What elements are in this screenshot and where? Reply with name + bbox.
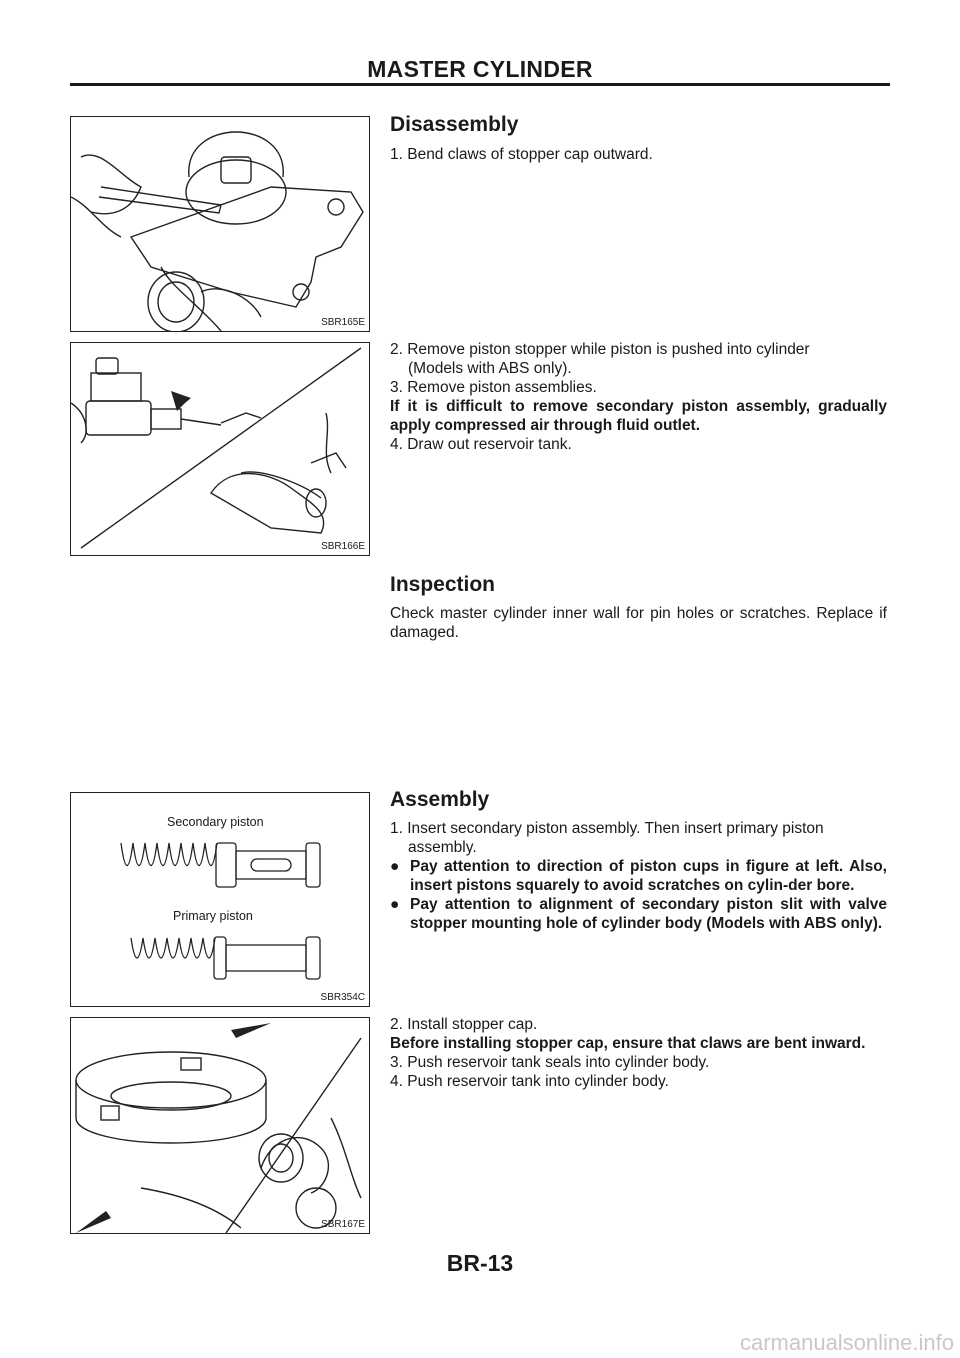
figure-code: SBR166E: [321, 541, 365, 552]
assembly-bullet-1: [390, 857, 887, 895]
figure-pistons: [70, 792, 370, 1007]
step-3: 3. Remove piston assemblies.: [390, 379, 597, 396]
disassembly-heading: Disassembly: [390, 113, 519, 136]
stopper-cap-illustration: [71, 117, 369, 331]
disassembly-note: If it is difficult to remove secondary piston assembly, gradually apply compressed air through fluid outlet.: [390, 398, 887, 434]
secondary-piston-label: Secondary piston: [167, 815, 264, 829]
assembly-step-1-cont: assembly.: [408, 839, 477, 856]
figure-code: SBR167E: [321, 1219, 365, 1230]
assembly-bullet-2: [390, 895, 887, 933]
disassembly-step-1: [390, 145, 887, 164]
inspection-body: [390, 604, 887, 642]
inspection-text: Check master cylinder inner wall for pin holes or scratches. Replace if damaged.: [390, 605, 887, 641]
step-2-cont: (Models with ABS only).: [408, 360, 572, 377]
figure-code: SBR354C: [320, 992, 365, 1003]
figure-piston-removal: [70, 342, 370, 556]
figure-stopper-install: [70, 1017, 370, 1234]
bullet-text: Pay attention to direction of piston cups in figure at left. Also, insert pistons squarely to avoid scratches on cylin-der bore.: [410, 858, 887, 894]
figure-code: SBR165E: [321, 317, 365, 328]
step-text: 1. Bend claws of stopper cap outward.: [390, 146, 653, 163]
step-2: 2. Remove piston stopper while piston is pushed into cylinder: [390, 341, 810, 358]
bullet-icon: ●: [390, 896, 400, 913]
assembly-heading: Assembly: [390, 788, 490, 811]
header-rule: [70, 83, 890, 86]
primary-piston-label: Primary piston: [173, 909, 253, 923]
assembly-note: Before installing stopper cap, ensure that claws are bent inward.: [390, 1035, 866, 1052]
page-number: BR-13: [446, 1250, 514, 1276]
figure-stopper-cap: [70, 116, 370, 332]
assembly-step-4: 4. Push reservoir tank into cylinder body.: [390, 1073, 669, 1090]
page-header: MASTER CYLINDER: [367, 56, 593, 82]
bullet-icon: ●: [390, 858, 400, 875]
inspection-heading: Inspection: [390, 573, 496, 596]
step-4: 4. Draw out reservoir tank.: [390, 436, 572, 453]
assembly-steps-a: [390, 819, 887, 933]
assembly-step-2: 2. Install stopper cap.: [390, 1016, 538, 1033]
assembly-steps-b: [390, 1015, 887, 1091]
assembly-step-1: 1. Insert secondary piston assembly. Then insert primary piston: [390, 820, 824, 837]
disassembly-steps: [390, 340, 887, 454]
piston-removal-illustration: [71, 343, 369, 555]
stopper-install-illustration: [71, 1018, 369, 1233]
pistons-illustration: [71, 793, 369, 1006]
watermark: carmanualsonline.info: [739, 1330, 954, 1355]
assembly-step-3: 3. Push reservoir tank seals into cylinder body.: [390, 1054, 710, 1071]
bullet-text: Pay attention to alignment of secondary piston slit with valve stopper mounting hole of cylinder body (Models with ABS only).: [410, 896, 887, 932]
